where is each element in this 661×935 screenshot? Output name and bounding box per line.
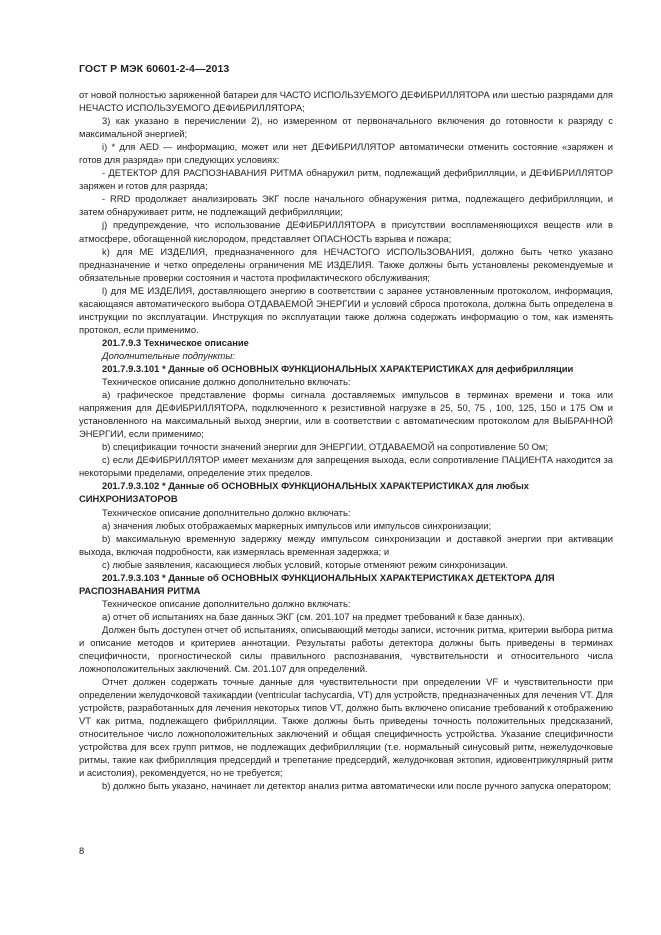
paragraph: 3) как указано в перечислении 2), но измеренном от первоначального включения до готовности к разряду с максимальной энергией; bbox=[79, 115, 613, 140]
paragraph: j) предупреждение, что использование ДЕФИБРИЛЛЯТОРА в присутствии воспламеняющихся веществ или в атмосфере, обогащенной кислородом, представляет ОПАСНОСТЬ взрыва и пожара; bbox=[79, 219, 613, 244]
paragraph: b) спецификации точности значений энергии для ЭНЕРГИИ, ОТДАВАЕМОЙ на сопротивление 50 Ом; bbox=[102, 441, 548, 453]
section-heading: 201.7.9.3.101 * Данные об ОСНОВНЫХ ФУНКЦИОНАЛЬНЫХ ХАРАКТЕРИСТИКАХ для дефибрилляции bbox=[102, 362, 574, 374]
section-heading: 201.7.9.3 Техническое описание bbox=[102, 336, 249, 348]
paragraph: i) * для AED — информацию, может или нет ДЕФИБРИЛЛЯТОР автоматически отменить состояние «заряжен и готов для разряда» при следующих условиях: bbox=[79, 141, 613, 166]
document-header: ГОСТ Р МЭК 60601-2-4—2013 bbox=[79, 63, 230, 75]
paragraph: Техническое описание должно дополнительно включать: bbox=[102, 376, 351, 388]
paragraph: Отчет должен содержать точные данные для чувствительности при определении VF и чувствительности при определении желудочковой тахикардии (ventricular tachycardia, VT) для устройств, предназначенных для лечения VT. Для устройств, разработанных для лечения некоторых типов VT, должно быть включено описание требований к отображению VT как ритма, подлежащего фибрилляции. Также должны быть приведены точность положительных предсказаний, относительное число ложноположительных заключений и общая специфичность устройства. Указание специфичности устройства для всех групп ритмов, не подлежащих дефибрилляции (т.е. нормальный синусовый ритм, нежелудочковые ритмы, такие как фибрилляция предсердий и трепетание предсердий, желудочковая эктопия, идиовентрикулярный ритм и асистолия), рекомендуется, но не требуется; bbox=[79, 676, 613, 779]
paragraph: c) если ДЕФИБРИЛЛЯТОР имеет механизм для запрещения выхода, если сопротивление ПАЦИЕНТА находится за некоторыми пределами, определение этих пределов. bbox=[79, 454, 613, 479]
paragraph: - RRD продолжает анализировать ЭКГ после начального обнаружения ритма, подлежащего дефибрилляции, и затем обнаруживает ритм, не подлежащий дефибрилляции; bbox=[79, 193, 613, 218]
paragraph: а) графическое представление формы сигнала доставляемых импульсов в терминах времени и тока или напряжения для ДЕФИБРИЛЛЯТОРА, подключенного к резистивной нагрузке в 25, 50, 75 , 100, 125, 150 и 175 Ом и установленного на максимальный выход энергии, или в соответствии с автоматическим протоколом для ВЫБРАННОЙ ЭНЕРГИИ, если применимо; bbox=[79, 389, 613, 440]
paragraph: - ДЕТЕКТОР ДЛЯ РАСПОЗНАВАНИЯ РИТМА обнаружил ритм, подлежащий дефибрилляции, и ДЕФИБРИЛЛЯТОР заряжен и готов для разряда; bbox=[79, 167, 613, 192]
paragraph: b) должно быть указано, начинает ли детектор анализ ритма автоматически или после ручного запуска оператором; bbox=[102, 780, 612, 792]
document-body bbox=[79, 88, 613, 793]
page-number: 8 bbox=[79, 845, 85, 856]
paragraph: а) значения любых отображаемых маркерных импульсов или импульсов синхронизации; bbox=[102, 519, 492, 531]
paragraph: а) отчет об испытаниях на базе данных ЭКГ (см. 201.107 на предмет требований к базе данных). bbox=[102, 610, 525, 622]
section-heading: 201.7.9.3.102 * Данные об ОСНОВНЫХ ФУНКЦИОНАЛЬНЫХ ХАРАКТЕРИСТИКАХ для любых СИНХРОНИЗАТОРОВ bbox=[79, 480, 530, 505]
paragraph: Должен быть доступен отчет об испытаниях, описывающий методы записи, источник ритма, критерии выбора ритма и описание методов и критериев аннотации. Результаты работы детектора должны быть приведены в терминах специфичности, прогностической силы правильного распознавания, чувствительности и относительного числа ложноположительных заключений. См. 201.107 для определений. bbox=[79, 623, 613, 675]
paragraph: k) для МЕ ИЗДЕЛИЯ, предназначенного для НЕЧАСТОГО ИСПОЛЬЗОВАНИЯ, должно быть четко указано предназначение и четко определены ограничения МЕ ИЗДЕЛИЯ. Также должны быть установлены рекомендуемые и обязательные проверки состояния и частота профилактического обслуживания; bbox=[79, 245, 613, 283]
paragraph: Техническое описание дополнительно должно включать: bbox=[102, 597, 351, 609]
paragraph: l) для МЕ ИЗДЕЛИЯ, доставляющего энергию в соответствии с заранее установленным протоколом, информация, касающаяся автоматического выбора ОТДАВАЕМОЙ ЭНЕРГИИ и условий сброса протокола, должна быть определена в инструкции по эксплуатации. Инструкция по эксплуатации также должна содержать информацию о том, как изменять протокол, если применимо. bbox=[79, 284, 613, 335]
paragraph: от новой полностью заряженной батареи для ЧАСТО ИСПОЛЬЗУЕМОГО ДЕФИБРИЛЛЯТОРА или шестью разрядами для НЕЧАСТО ИСПОЛЬЗУЕМОГО ДЕФИБРИЛЛЯТОРА; bbox=[79, 89, 613, 114]
paragraph: c) любые заявления, касающиеся любых условий, которые отменяют режим синхронизации. bbox=[102, 558, 508, 570]
paragraph: b) максимальную временную задержку между импульсом синхронизации и доставкой энергии при активации выхода, включая подробности, как измерялась временная задержка; и bbox=[79, 532, 613, 557]
subsection-note: Дополнительные подпункты: bbox=[102, 349, 235, 361]
section-heading: 201.7.9.3.103 * Данные об ОСНОВНЫХ ФУНКЦИОНАЛЬНЫХ ХАРАКТЕРИСТИКАХ ДЕТЕКТОРА ДЛЯ РАСПОЗНАВАНИЯ РИТМА bbox=[79, 571, 555, 596]
paragraph: Техническое описание дополнительно должно включать: bbox=[102, 506, 351, 518]
